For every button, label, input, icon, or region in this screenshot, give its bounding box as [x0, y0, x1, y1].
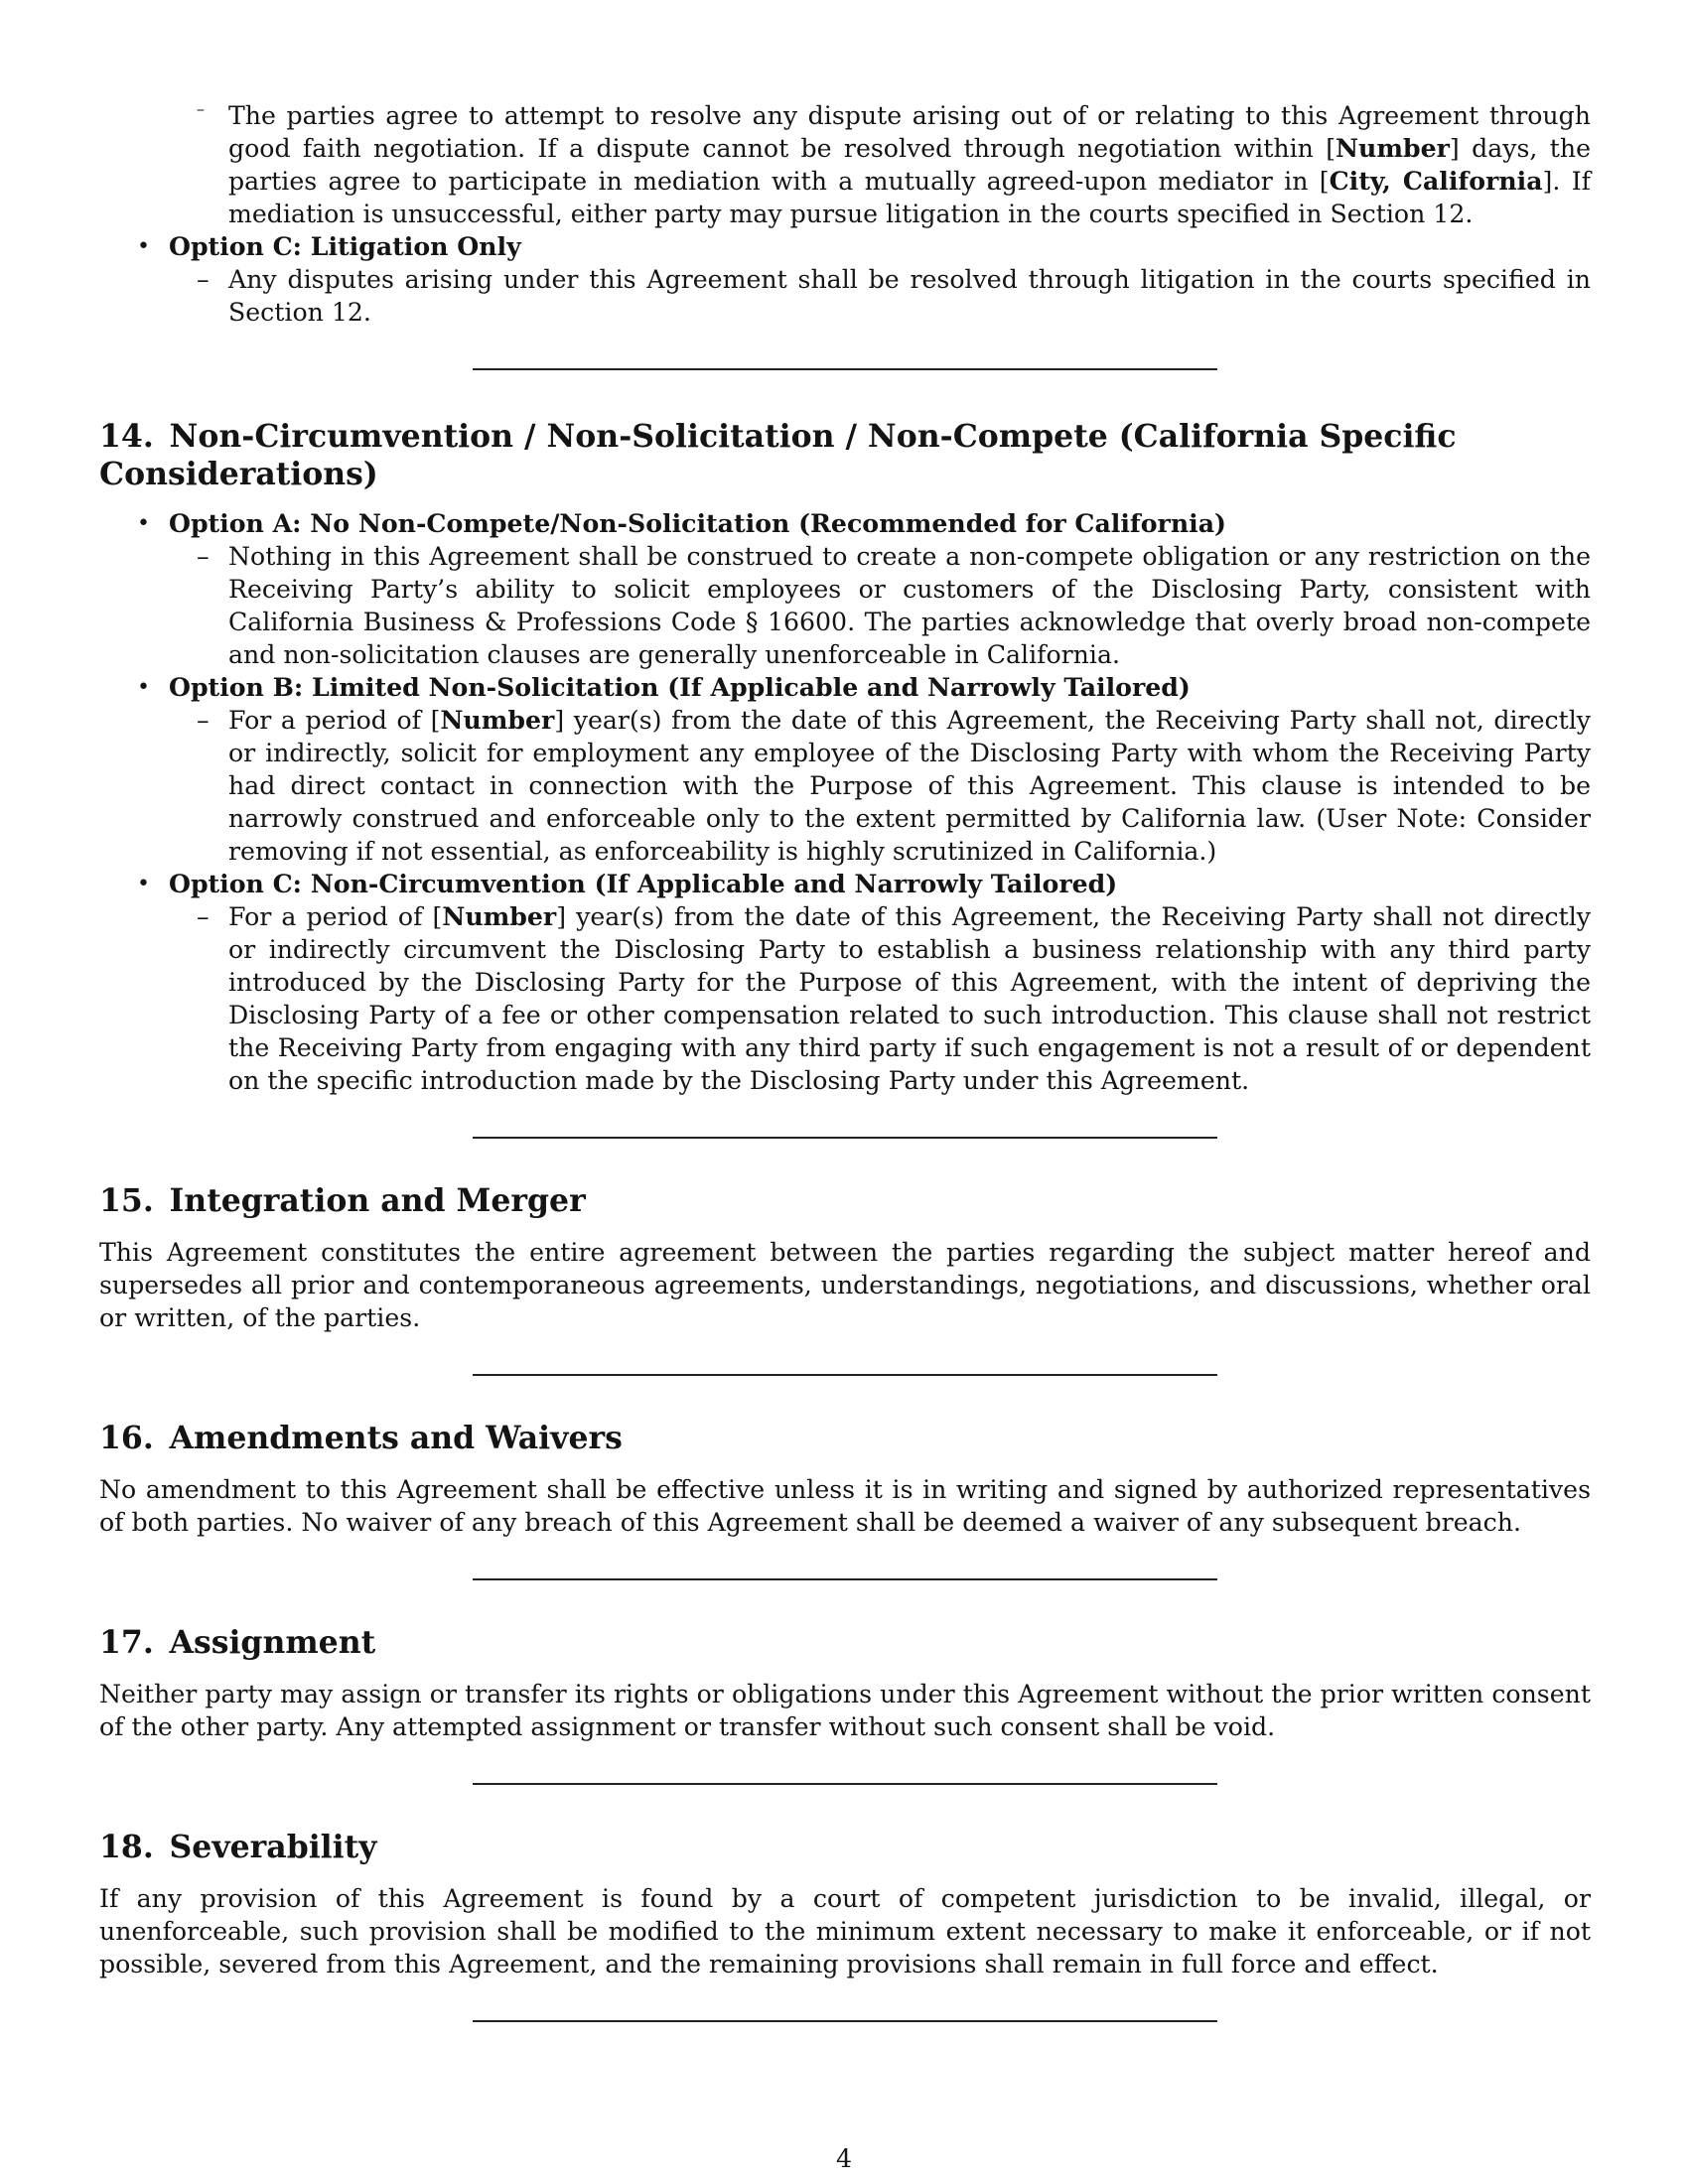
section-18-heading: 18. Severability: [99, 1829, 377, 1865]
option-title: Option C: Non-Circumvention (If Applicable and Narrowly Tailored): [169, 869, 1118, 898]
bullet-marker: •: [137, 511, 150, 536]
section-14-options: [99, 507, 1591, 1097]
dash-marker: –: [197, 99, 205, 118]
section-14-heading: 14. Non-Circumvention / Non-Solicitation / Non-Compete (California Specific Considerations): [99, 418, 1457, 492]
placeholder-number: Number: [442, 901, 557, 931]
dash-marker: –: [197, 706, 210, 735]
placeholder-number: Number: [1336, 133, 1450, 163]
section-divider: [473, 1137, 1217, 1139]
section-16-body: No amendment to this Agreement shall be effective unless it is in writing and signed by authorized representatives of both parties. No waiver of any breach of this Agreement shall be deemed a waiver of any subsequent breach.: [99, 1475, 1591, 1537]
dash-marker: –: [197, 265, 210, 294]
section-divider: [473, 1374, 1217, 1376]
section-divider: [473, 1783, 1217, 1785]
section-divider: [473, 2020, 1217, 2022]
section-17-heading: 17. Assignment: [99, 1624, 376, 1661]
option-text: – For a period of [Number] year(s) from the date of this Agreement, the Receiving Party shall not directly or indirectly circumvent the Disclosing Party to establish a business relationship with any third party introduced by the Disclosing Party for the Purpose of this Agreement, with the intent of depriving the Disclosing Party of a fee or other compensation related to such introduction. This clause shall not restrict the Receiving Party from engaging with any third party if such engagement is not a result of or dependent on the specific introduction made by the Disclosing Party under this Agreement.: [197, 901, 1591, 1095]
dash-marker: –: [197, 902, 210, 931]
document-page: [99, 99, 1591, 2022]
bullet-marker: •: [137, 872, 150, 896]
section-14-option-a: [99, 507, 1591, 671]
bullet-marker: •: [137, 234, 150, 259]
bullet-marker: •: [137, 675, 150, 700]
section-17-body: Neither party may assign or transfer its rights or obligations under this Agreement without the prior written consent of the other party. Any attempted assignment or transfer without such consent shall be void.: [99, 1680, 1591, 1741]
placeholder-city: City, California: [1329, 166, 1543, 196]
option-b-negotiation-text: – The parties agree to attempt to resolve any dispute arising out of or relating to this Agreement through good faith negotiation. If a dispute cannot be resolved through negotiation within [Number] days, the parties agree to participate in mediation with a mutually agreed-upon mediator in [City, California]. If mediation is unsuccessful, either party may pursue litigation in the courts specified in Section 12.: [197, 99, 1591, 228]
section-15-heading: 15. Integration and Merger: [99, 1182, 586, 1219]
placeholder-number: Number: [440, 705, 555, 735]
option-text: – Nothing in this Agreement shall be construed to create a non-compete obligation or any restriction on the Receiving Party’s ability to solicit employees or customers of the Disclosing Party, consistent with California Business & Professions Code § 16600. The parties acknowledge that overly broad non-compete and non-solicitation clauses are generally unenforceable in California.: [197, 542, 1591, 669]
section-16-heading: 16. Amendments and Waivers: [99, 1420, 623, 1456]
option-title: Option C: Litigation Only: [169, 231, 521, 261]
option-c-litigation: [99, 230, 1591, 329]
dash-marker: –: [197, 542, 210, 571]
option-title: Option B: Limited Non-Solicitation (If Applicable and Narrowly Tailored): [169, 672, 1191, 702]
page-number: 4: [835, 2144, 853, 2173]
section-14-option-c: [99, 868, 1591, 1097]
option-title: Option A: No Non-Compete/Non-Solicitation (Recommended for California): [169, 508, 1226, 538]
option-b-sublist: [169, 99, 1591, 230]
option-c-text: – Any disputes arising under this Agreement shall be resolved through litigation in the courts specified in Section 12.: [197, 265, 1591, 327]
section-15-body: This Agreement constitutes the entire agreement between the parties regarding the subject matter hereof and supersedes all prior and contemporaneous agreements, understandings, negotiations, and discussions, whether oral or written, of the parties.: [99, 1238, 1591, 1332]
option-text: – For a period of [Number] year(s) from the date of this Agreement, the Receiving Party shall not, directly or indirectly, solicit for employment any employee of the Disclosing Party with whom the Receiving Party had direct contact in connection with the Purpose of this Agreement. This clause is intended to be narrowly construed and enforceable only to the extent permitted by California law. (User Note: Consider removing if not essential, as enforceability is highly scrutinized in California.): [197, 705, 1591, 866]
section-divider: [473, 368, 1217, 370]
section-divider: [473, 1578, 1217, 1580]
section-13-continuation: [169, 99, 1591, 230]
section-14-option-b: [99, 671, 1591, 868]
section-13-options: [99, 230, 1591, 329]
section-18-body: If any provision of this Agreement is found by a court of competent jurisdiction to be invalid, illegal, or unenforceable, such provision shall be modified to the minimum extent necessary to make it enforceable, or if not possible, severed from this Agreement, and the remaining provisions shall remain in full force and effect.: [99, 1884, 1591, 1979]
